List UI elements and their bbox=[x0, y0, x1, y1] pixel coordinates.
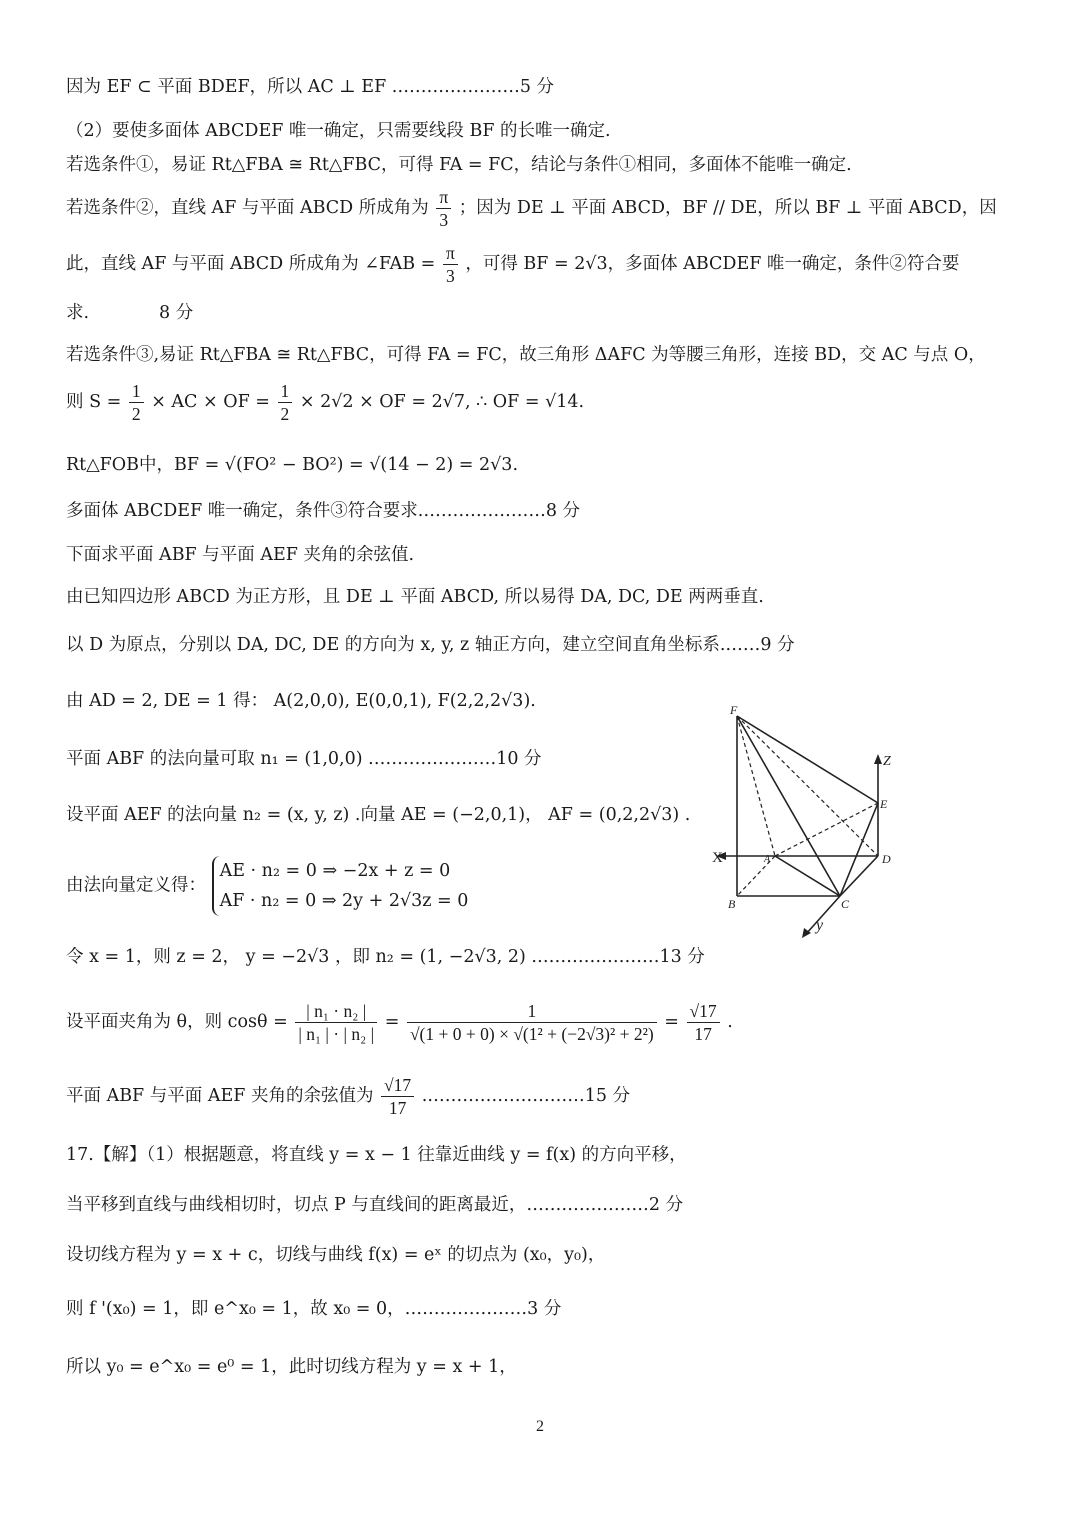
fraction-abs: $\frac{\text{| n₁ · n₂ |}}{\text{| n₁ | · | n₂ |}}$ bbox=[295, 1000, 377, 1045]
text-line-12: 由已知四边形 ABCD 为正方形，且 DE ⊥ 平面 ABCD, 所以易得 DA, DC, DE 两两垂直. bbox=[66, 587, 764, 607]
label-C: C bbox=[841, 897, 850, 911]
text-line-10: 多面体 ABCDEF 唯一确定，条件③符合要求.…………………8 分 bbox=[66, 501, 581, 521]
text-line-25: 所以 y₀ = e^x₀ = e⁰ = 1，此时切线方程为 y = x + 1， bbox=[66, 1357, 517, 1377]
text-line-13: 以 D 为原点，分别以 DA, DC, DE 的方向为 x, y, z 轴正方向，建立空间直角坐标系.……9 分 bbox=[66, 635, 795, 655]
text-line-9: Rt△FOB中，BF = √(FO² − BO²) = √(14 − 2) = 2√3. bbox=[66, 455, 519, 475]
text-line-18: 令 x = 1，则 z = 2， y = −2√3 ，即 n₂ = (1, −2√3, 2) .…………………13 分 bbox=[66, 947, 705, 967]
text-line-22: 当平移到直线与曲线相切时，切点 P 与直线间的距离最近，…………………2 分 bbox=[66, 1195, 684, 1215]
text-line-15: 平面 ABF 的法向量可取 n₁ = (1,0,0) .…………………10 分 bbox=[66, 749, 542, 769]
text-line-24: 则 f '(x₀) = 1，即 e^x₀ = 1，故 x₀ = 0，…………………3 分 bbox=[66, 1299, 562, 1319]
text-line-17: 由法向量定义得： AE · n₂ = 0 ⇒ −2x + z = 0 AF · n₂ = 0 ⇒ 2y + 2√3z = 0 bbox=[66, 856, 1020, 916]
fraction-final: $\frac{√17}{17}$ bbox=[381, 1074, 414, 1119]
text-line-3: 若选条件①，易证 Rt△FBA ≅ Rt△FBC，可得 FA = FC，结论与条件①相同，多面体不能唯一确定. bbox=[66, 155, 852, 175]
fraction-long: $\frac{1}{\text{√(1 + 0 + 0) × √(1² + (−2√3)² + 2²)}}$ bbox=[407, 1000, 657, 1045]
label-A: A bbox=[764, 854, 771, 865]
fraction-half-a: $\frac{1}{2}$ bbox=[129, 380, 144, 425]
text-line-2: （2）要使多面体 ABCDEF 唯一确定，只需要线段 BF 的长唯一确定. bbox=[66, 121, 611, 141]
fraction-pi-3: $\frac{\pi}{3}$ bbox=[436, 186, 451, 231]
text-line-4: 若选条件②，直线 AF 与平面 ABCD 所成角为 $\frac{\pi}{3}$ ；因为 DE ⊥ 平面 ABCD，BF // DE，所以 BF ⊥ 平面 ABCD，因 bbox=[66, 187, 997, 230]
text-line-1: 因为 EF ⊂ 平面 BDEF，所以 AC ⊥ EF .…………………5 分 bbox=[66, 77, 555, 97]
label-Z: Z bbox=[883, 754, 891, 769]
text-line-20: 平面 ABF 与平面 AEF 夹角的余弦值为 $\frac{√17}{17}$ .………………………15 分 bbox=[66, 1075, 631, 1118]
text-line-6: 求. 8 分 bbox=[66, 303, 194, 323]
fraction-result: $\frac{√17}{17}$ bbox=[687, 1000, 720, 1045]
edge-AC bbox=[775, 856, 840, 896]
edge-FC bbox=[737, 716, 840, 896]
edge-FA bbox=[737, 716, 775, 856]
edge-FE bbox=[737, 716, 878, 803]
label-X: X bbox=[712, 850, 723, 866]
label-B: B bbox=[728, 897, 736, 911]
text-line-7: 若选条件③,易证 Rt△FBA ≅ Rt△FBC，可得 FA = FC，故三角形 ΔAFC 为等腰三角形，连接 BD，交 AC 与点 O， bbox=[66, 345, 986, 365]
fraction-half-b: $\frac{1}{2}$ bbox=[278, 380, 293, 425]
text-line-5: 此，直线 AF 与平面 ABCD 所成角为 ∠FAB = $\frac{\pi}{3}$ ，可得 BF = 2√3，多面体 ABCDEF 唯一确定，条件②符合要 bbox=[66, 243, 960, 286]
text-line-23: 设切线方程为 y = x + c，切线与曲线 f(x) = eˣ 的切点为 (x₀，y₀)， bbox=[66, 1245, 606, 1265]
fraction-pi-3-b: $\frac{\pi}{3}$ bbox=[443, 242, 458, 287]
text-line-21: 17.【解】（1）根据题意，将直线 y = x − 1 往靠近曲线 y = f(x) 的方向平移， bbox=[66, 1145, 687, 1165]
label-Y: y bbox=[816, 917, 824, 934]
equation-system: AE · n₂ = 0 ⇒ −2x + z = 0 AF · n₂ = 0 ⇒ 2y + 2√3z = 0 bbox=[212, 856, 469, 916]
edge-DC bbox=[840, 856, 878, 896]
text-line-14: 由 AD = 2, DE = 1 得： A(2,0,0), E(0,0,1), F(2,2,2√3). bbox=[66, 691, 536, 711]
text-line-16: 设平面 AEF 的法向量 n₂ = (x, y, z) .向量 AE = (−2,0,1)， AF = (0,2,2√3) . bbox=[66, 805, 691, 825]
label-E: E bbox=[880, 797, 888, 811]
text-line-8: 则 S = $\frac{1}{2}$ × AC × OF = $\frac{1}{2}$ × 2√2 × OF = 2√7, ∴ OF = √14. bbox=[66, 381, 585, 424]
polyhedron-figure bbox=[700, 700, 910, 945]
text-line-11: 下面求平面 ABF 与平面 AEF 夹角的余弦值. bbox=[66, 545, 415, 565]
page-number: 2 bbox=[536, 1418, 544, 1435]
text-line-19: 设平面夹角为 θ，则 cosθ = $\frac{\text{| n₁ · n₂ |}}{\text{| n₁ | · | n₂ |}}$ = $\frac{1}{\text{√(1 + 0 + 0) × √(1² + (−2√3)² + 2²)}}$ = $\frac{√17}{17}$ . bbox=[66, 1001, 733, 1044]
label-D: D bbox=[882, 852, 891, 866]
edge-FD bbox=[737, 716, 878, 856]
label-F: F bbox=[730, 703, 738, 717]
arrow-z bbox=[874, 754, 882, 764]
